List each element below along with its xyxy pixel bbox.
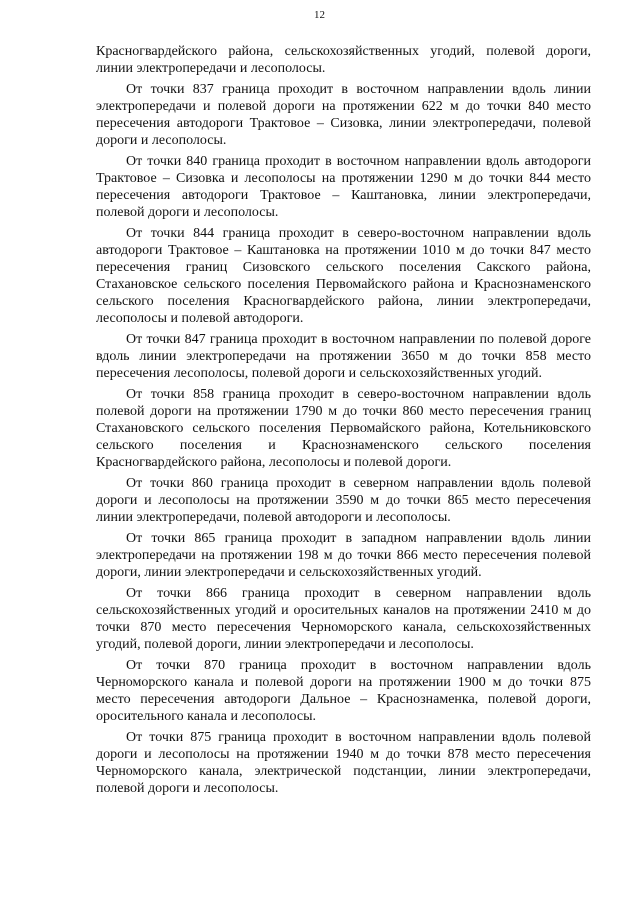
paragraph-point-837: От точки 837 граница проходит в восточном направлении вдоль линии электропередачи и полевой дороги на протяжении 622 м до точки 840 место пересечения автодороги Трактовое – Сизовка, линии электропередачи, полевой дороги и лесополосы. xyxy=(96,82,591,148)
paragraph-point-840: От точки 840 граница проходит в восточном направлении вдоль автодороги Трактовое – Сизовка и лесополосы на протяжении 1290 м до точки 844 место пересечения автодороги Трактовое – Каштановка, линии электропередачи, полевой дороги и лесополосы. xyxy=(96,154,591,220)
paragraph-point-860: От точки 860 граница проходит в северном направлении вдоль полевой дороги и лесополосы на протяжении 3590 м до точки 865 место пересечения линии электропередачи, полевой автодороги и лесополосы. xyxy=(96,476,591,525)
page-number: 12 xyxy=(314,9,325,21)
paragraph-point-844: От точки 844 граница проходит в северо-восточном направлении вдоль автодороги Трактовое – Каштановка на протяжении 1010 м до точки 847 место пересечения границ Сизовского сельского поселения Сакского района, Стахановское сельского поселения Первомайского района и Краснознаменского сельского поселения Красногвардейского района, линии электропередачи, лесополосы и полевой автодороги. xyxy=(96,226,591,326)
paragraph-point-870: От точки 870 граница проходит в восточном направлении вдоль Черноморского канала и полевой дороги на протяжении 1900 м до точки 875 место пересечения автодороги Дальное – Краснознаменка, полевой дороги, оросительного канала и лесополосы. xyxy=(96,658,591,724)
paragraph-continuation: Красногвардейского района, сельскохозяйственных угодий, полевой дороги, линии электропередачи и лесополосы. xyxy=(96,44,591,76)
paragraph-point-875: От точки 875 граница проходит в восточном направлении вдоль полевой дороги и лесополосы на протяжении 1940 м до точки 878 место пересечения Черноморского канала, электрической подстанции, линии электропередачи, полевой дороги и лесополосы. xyxy=(96,730,591,796)
paragraph-point-858: От точки 858 граница проходит в северо-восточном направлении вдоль полевой дороги на протяжении 1790 м до точки 860 место пересечения границ Стахановского сельского поселения Первомайского района, Котельниковского сельского поселения и Краснознаменского сельского поселения Красногвардейского района, лесополосы и полевой дороги. xyxy=(96,387,591,470)
paragraph-point-865: От точки 865 граница проходит в западном направлении вдоль линии электропередачи на протяжении 198 м до точки 866 место пересечения полевой дороги, линии электропередачи и сельскохозяйственных угодий. xyxy=(96,531,591,580)
document-body xyxy=(96,43,591,801)
paragraph-point-847: От точки 847 граница проходит в восточном направлении по полевой дороге вдоль линии электропередачи на протяжении 3650 м до точки 858 место пересечения лесополосы, полевой дороги и сельскохозяйственных угодий. xyxy=(96,332,591,381)
paragraph-point-866: От точки 866 граница проходит в северном направлении вдоль сельскохозяйственных угодий и оросительных каналов на протяжении 2410 м до точки 870 место пересечения Черноморского канала, сельскохозяйственных угодий, полевой дороги, линии электропередачи и лесополосы. xyxy=(96,586,591,652)
